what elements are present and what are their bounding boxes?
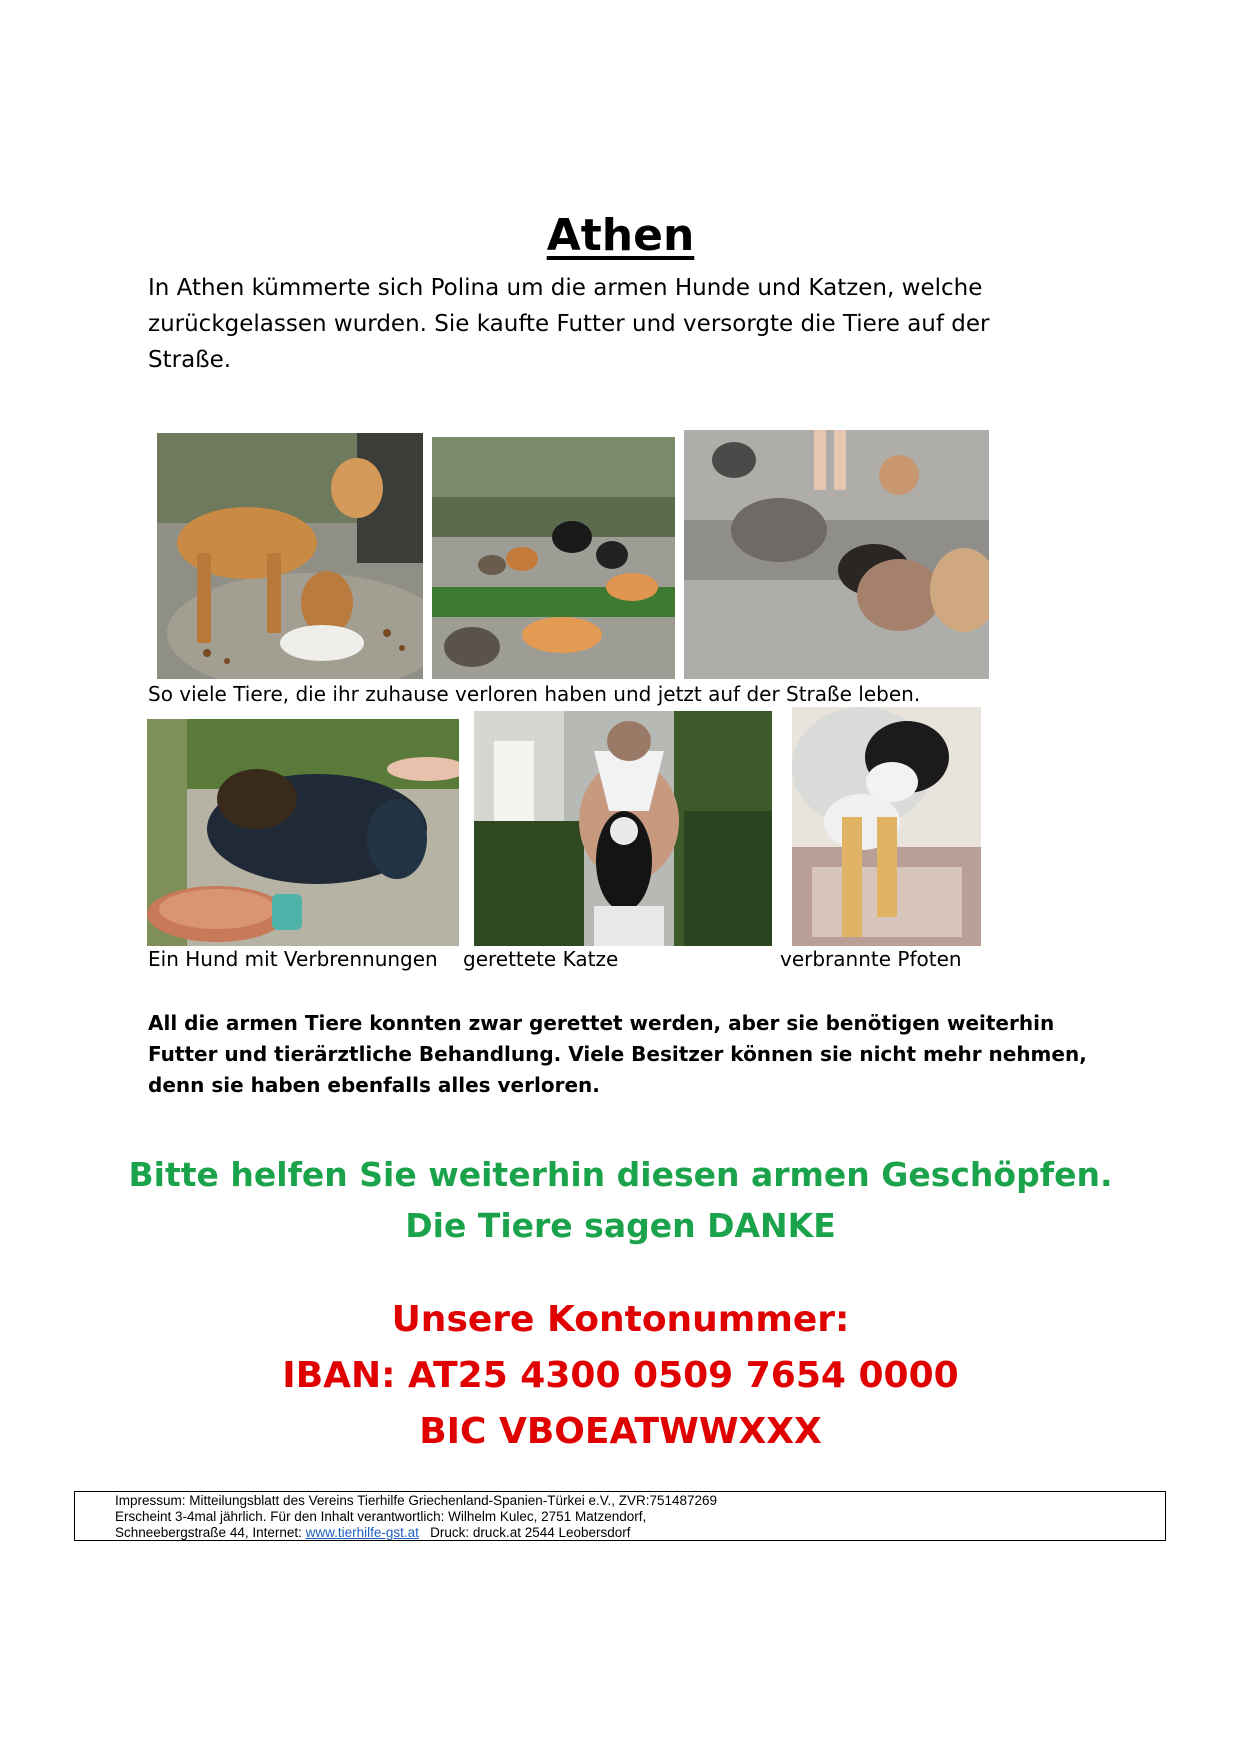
photo-burned-paws xyxy=(792,707,981,946)
body-paragraph: All die armen Tiere konnten zwar gerettet werden, aber sie benötigen weiterhin Futter und tierärztliche Behandlung. Viele Besitzer können sie nicht mehr nehmen, denn sie haben ebenfalls alles verloren. xyxy=(148,1011,1087,1097)
website-link[interactable]: www.tierhilfe-gst.at xyxy=(305,1525,419,1540)
impressum-line-3-suffix: Druck: druck.at 2544 Leobersdorf xyxy=(418,1525,631,1540)
impressum-box xyxy=(74,1491,1166,1541)
photo-rescued-cat xyxy=(474,711,772,946)
impressum-line-1: Impressum: Mitteilungsblatt des Vereins Tierhilfe Griechenland-Spanien-Türkei e.V., ZVR:751487269 xyxy=(115,1493,718,1508)
iban: IBAN: AT25 4300 0509 7654 0000 xyxy=(282,1355,959,1396)
impressum-line-3 xyxy=(115,1525,1165,1541)
caption-rescued-cat: gerettete Katze xyxy=(463,947,619,971)
impressum-line-3-prefix: Schneebergstraße 44, Internet: xyxy=(115,1525,306,1540)
caption-burned-dog: Ein Hund mit Verbrennungen xyxy=(148,947,438,971)
appeal-line-2: Die Tiere sagen DANKE xyxy=(405,1206,836,1245)
intro-paragraph: In Athen kümmerte sich Polina um die armen Hunde und Katzen, welche zurückgelassen wurden. Sie kaufte Futter und versorgte die Tiere auf der Straße. xyxy=(148,275,990,373)
bic: BIC VBOEATWWXXX xyxy=(419,1411,822,1452)
row1-caption: So viele Tiere, die ihr zuhause verloren haben und jetzt auf der Straße leben. xyxy=(148,682,921,706)
account-heading: Unsere Kontonummer: xyxy=(391,1299,850,1340)
photo-puppies-street xyxy=(684,430,989,679)
impressum-line-2: Erscheint 3-4mal jährlich. Für den Inhalt verantwortlich: Wilhelm Kulec, 2751 Matzendorf, xyxy=(115,1509,647,1524)
caption-burned-paws: verbrannte Pfoten xyxy=(780,947,962,971)
page-title: Athen xyxy=(546,210,695,261)
appeal-line-1: Bitte helfen Sie weiterhin diesen armen Geschöpfen. xyxy=(128,1155,1113,1194)
photo-burned-dog xyxy=(147,719,459,946)
photo-dog-eating xyxy=(157,433,423,679)
photo-cats-feeding xyxy=(432,437,675,679)
